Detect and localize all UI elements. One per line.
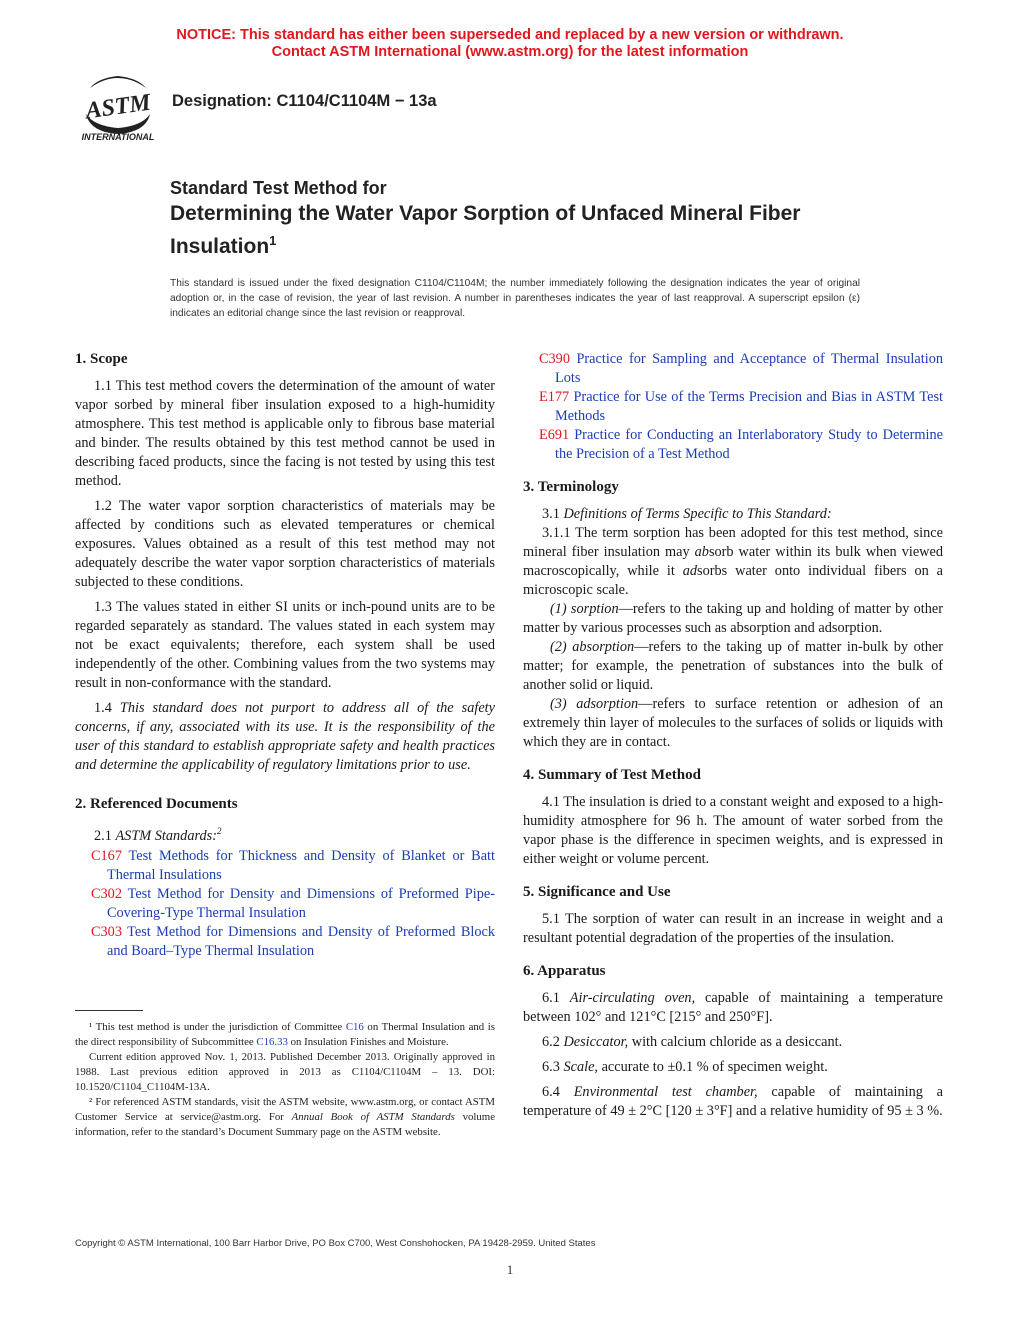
terminology-para-1-text: Definitions of Terms Specific to This Standard: [563, 506, 832, 522]
term-ab: ab [694, 544, 709, 560]
reference-code: C390 [539, 351, 570, 367]
footnote-1 [75, 1020, 495, 1050]
definition-adsorption [523, 695, 943, 752]
logo-wordmark: ASTM [83, 89, 153, 125]
apparatus-num: 6.2 [542, 1034, 560, 1050]
reference-title: Test Methods for Thickness and Density of Blanket or Batt Thermal Insulations [107, 847, 495, 883]
link-committee-c16[interactable]: C16 [345, 1021, 364, 1033]
right-column [523, 350, 943, 1127]
notice-line-2: Contact ASTM International (www.astm.org) for the latest information [271, 44, 749, 60]
reference-code: E691 [539, 427, 570, 443]
logo-subtext: INTERNATIONAL [81, 132, 155, 142]
apparatus-num: 6.3 [542, 1059, 560, 1075]
apparatus-item-3 [523, 1058, 943, 1077]
footnote-2-italic: Annual Book of ASTM Standards [291, 1111, 455, 1123]
reference-title: Practice for Conducting an Interlaboratory Study to Determine the Precision of a Test Method [555, 427, 943, 462]
definition-text: —refers to surface retention or adhesion of an extremely thin layer of molecules to the surfaces of solids or liquids with which they are in contact. [523, 696, 943, 750]
reference-link-c303[interactable] [75, 923, 495, 961]
title-text: Determining the Water Vapor Sorption of Unfaced Mineral Fiber Insulation [170, 202, 801, 258]
notice-line-1: NOTICE: This standard has either been superseded and replaced by a new version or withdrawn. [176, 27, 844, 43]
issue-note: This standard is issued under the fixed designation C1104/C1104M; the number immediately following the designation indicates the year of original adoption or, in the case of revision, the year of last revision. A number in parentheses indicates the year of last reapproval. A superscript epsilon (ε) indicates an editorial change since the last revision or reapproval. [170, 278, 860, 319]
scope-para-4-num: 1.4 [94, 700, 112, 716]
definition-term: (2) absorption [550, 639, 635, 655]
apparatus-item-2 [523, 1033, 943, 1052]
title-footnote-mark: 1 [269, 233, 277, 248]
title-prefix: Standard Test Method for [170, 178, 387, 198]
apparatus-term: Scale, [563, 1059, 598, 1075]
definition-term: (3) adsorption [550, 696, 639, 712]
reference-code: C303 [91, 923, 122, 940]
footnote-1-text-b: on Thermal Insulation and is the direct responsibility of Subcommittee [75, 1021, 495, 1048]
designation: Designation: C1104/C1104M − 13a [172, 92, 437, 110]
footnotes [75, 1020, 495, 1140]
apparatus-term: Air-circulating oven, [569, 990, 696, 1006]
scope-para-3: 1.3 The values stated in either SI units or inch-pound units are to be regarded separately as standard. The values stated in each system may not be exact equivalents; therefore, each system shall be used independently of the other. Combining values from the two systems may result in non-conformance with the standard. [75, 599, 495, 691]
reference-title: Practice for Use of the Terms Precision and Bias in ASTM Test Methods [555, 389, 943, 424]
section-terminology-heading: 3. Terminology [523, 479, 619, 495]
astm-standards-label [75, 822, 495, 846]
section-referenced-heading: 2. Referenced Documents [75, 796, 238, 812]
title-main [170, 200, 870, 260]
footnote-2-text-a: ² For referenced ASTM standards, visit the ASTM website, www.astm.org, or contact ASTM Customer Service at service@astm.org. For [75, 1096, 495, 1123]
scope-para-4-text: This standard does not purport to address all of the safety concerns, if any, associated with its use. It is the responsibility of the user of this standard to establish appropriate safety and health practices and determine the applicability of regulatory limitations prior to use. [75, 700, 495, 773]
definition-absorption [523, 638, 943, 695]
apparatus-text: capable of maintaining a temperature between 102° and 121°C [215° and 250°F]. [523, 990, 944, 1025]
definition-term: (1) sorption [550, 601, 619, 617]
terminology-para-1-num: 3.1 [542, 506, 560, 522]
copyright-line: Copyright © ASTM International, 100 Barr Harbor Drive, PO Box C700, West Conshohocken, PA 19428-2959. United States [75, 1238, 596, 1249]
astm-logo-icon [76, 70, 160, 142]
apparatus-num: 6.4 [542, 1084, 560, 1100]
summary-para-1: 4.1 The insulation is dried to a constant weight and exposed to a high-humidity atmosphere for 96 h. The amount of water sorbed from the vapor phase is the difference in specimen weights, and is expressed in either weight or volume percent. [523, 794, 943, 867]
footnote-2-text-b: volume information, refer to the standard’s Document Summary page on the ASTM website. [75, 1111, 495, 1138]
reference-link-e177[interactable] [523, 388, 943, 426]
section-significance-heading: 5. Significance and Use [523, 884, 671, 900]
reference-link-c390[interactable] [523, 350, 943, 388]
reference-link-c167[interactable] [75, 847, 495, 885]
scope-para-4 [75, 699, 495, 775]
term-ad: ad [682, 563, 698, 579]
scope-para-2: 1.2 The water vapor sorption characteristics of materials may be affected by conditions such as elevated temperatures or chemical exposures. Values obtained as a result of this test method may not adequately describe the water vapor sorption characteristics of materials subjected to these conditions. [75, 498, 495, 590]
apparatus-text: capable of maintaining a temperature of 49 ± 2°C [120 ± 3°F] and a relative humidity of 95 ± 3 %. [523, 1084, 944, 1119]
definition-sorption [523, 600, 943, 638]
reference-code: C302 [91, 885, 122, 902]
footnote-1-text-a: ¹ This test method is under the jurisdiction of Committee [89, 1021, 346, 1033]
astm-standards-num: 2.1 [94, 827, 112, 844]
footnote-2 [75, 1095, 495, 1140]
term-text-c: sorbs water onto individual fibers on a microscopic scale. [523, 563, 943, 598]
scope-para-1: 1.1 This test method covers the determination of the amount of water vapor sorbed by mineral fiber insulation exposed to a high-humidity atmosphere. This test method is applicable only to fibrous base material and binder. The results obtained by this test method cannot be used in describing faced products, since the facing is not tested by using this test method. [75, 378, 495, 489]
apparatus-item-4 [523, 1083, 943, 1121]
apparatus-term: Desiccator, [563, 1034, 629, 1050]
definition-text: —refers to the taking up of matter in-bulk by other matter; for example, the penetration of substances into the bulk of another solid or liquid. [523, 639, 943, 693]
footnote-1-text-c: on Insulation Finishes and Moisture. [287, 1036, 449, 1048]
definition-text: —refers to the taking up and holding of matter by other matter by various processes such as absorption and adsorption. [523, 601, 943, 636]
terminology-para-1 [523, 505, 943, 524]
astm-standards-text: ASTM Standards: [115, 827, 217, 844]
reference-code: C167 [91, 847, 122, 864]
reference-title: Test Method for Density and Dimensions of Preformed Pipe-Covering-Type Thermal Insulation [107, 885, 495, 921]
link-subcommittee-c16-33[interactable]: C16.33 [256, 1036, 288, 1048]
left-column [75, 350, 495, 961]
significance-para-1: 5.1 The sorption of water can result in an increase in weight and a resultant potential degradation of the properties of the insulation. [523, 911, 943, 946]
withdrawal-notice [0, 27, 1020, 61]
section-scope-heading: 1. Scope [75, 351, 128, 367]
reference-link-c302[interactable] [75, 885, 495, 923]
footnote-divider [75, 1010, 143, 1011]
page-number: 1 [506, 1262, 514, 1277]
reference-code: E177 [539, 389, 570, 405]
reference-title: Test Method for Dimensions and Density of Preformed Block and Board–Type Thermal Insulation [107, 923, 495, 959]
term-text-b: sorb water within its bulk when viewed macroscopically, while it [523, 544, 943, 579]
apparatus-term: Environmental test chamber, [573, 1084, 758, 1100]
reference-link-e691[interactable] [523, 426, 943, 464]
astm-standards-fn: 2 [217, 826, 222, 836]
document-title [170, 176, 870, 260]
apparatus-item-1 [523, 989, 943, 1027]
terminology-para-2 [523, 524, 943, 600]
reference-title: Practice for Sampling and Acceptance of Thermal Insulation Lots [555, 351, 943, 386]
apparatus-text: accurate to ±0.1 % of specimen weight. [598, 1059, 828, 1075]
section-summary-heading: 4. Summary of Test Method [523, 767, 701, 783]
apparatus-text: with calcium chloride as a desiccant. [628, 1034, 843, 1050]
footnote-1-edition: Current edition approved Nov. 1, 2013. Published December 2013. Originally approved in 1988. Last previous edition approved in 2013 as C1104/C1104M – 13. DOI: 10.1520/C1104_C1104M-13A. [75, 1051, 495, 1093]
section-apparatus-heading: 6. Apparatus [523, 963, 606, 979]
term-text-a: 3.1.1 The term sorption has been adopted for this test method, since mineral fiber insulation may [523, 525, 943, 560]
apparatus-num: 6.1 [542, 990, 560, 1006]
